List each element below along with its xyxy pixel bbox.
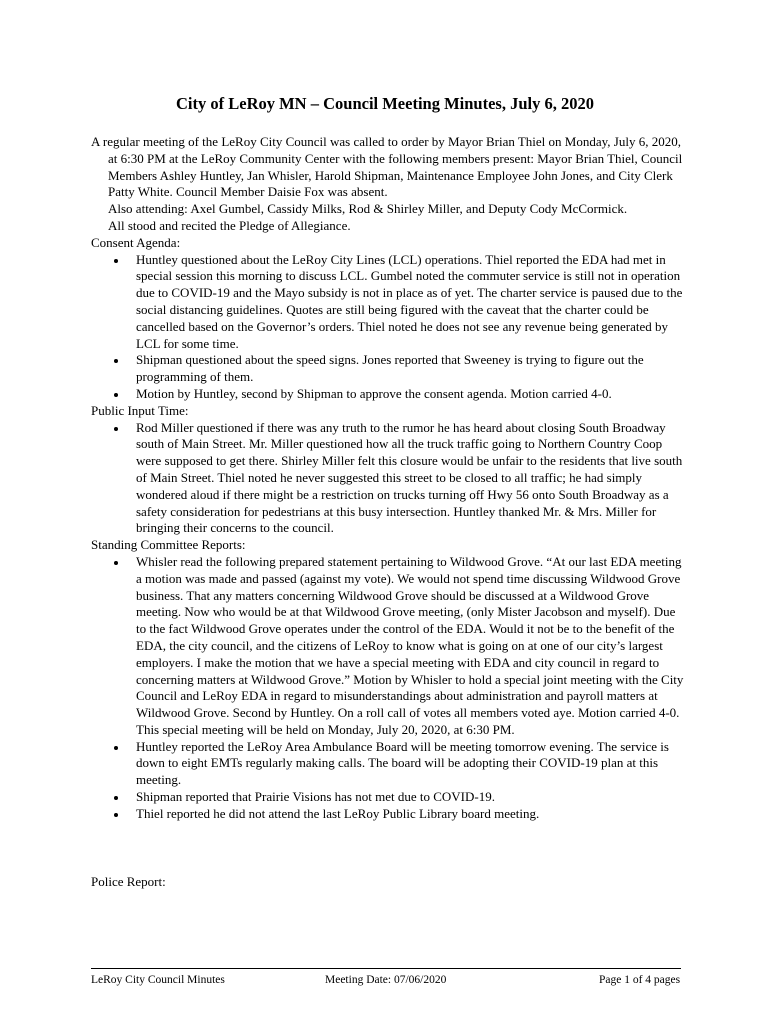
list-item bbox=[136, 420, 687, 538]
pledge-line: All stood and recited the Pledge of Allegiance. bbox=[108, 217, 351, 233]
list-item-text: Whisler read the following prepared statement pertaining to Wildwood Grove. “At our last EDA meeting a motion was made and passed (against my vote). We would not spend time discussing Wildwood Grove business. That any matters concerning Wildwood Grove should be discussed at a Wildwood Grove meeting. Now who would be at that Wildwood Grove meeting, (only Mister Jacobson and myself). Due to the fact Wildwood Grove operates under the control of the EDA. Would it not be to the benefit of the EDA, the city council, and the citizens of LeRoy to know what is going on at one of our city’s largest employers. I make the motion that we have a special meeting with EDA and city council in regard to concerning matters at Wildwood Grove.” Motion by Whisler to hold a special joint meeting with the City Council and LeRoy EDA in regard to misunderstandings about administration and payroll matters at Wildwood Grove. Second by Huntley. On a roll call of votes all members voted aye. Motion carried 4-0. This special meeting will be held on Monday, July 20, 2020, at 6:30 PM. bbox=[136, 553, 684, 737]
public-input-heading: Public Input Time: bbox=[91, 402, 189, 418]
list-item bbox=[136, 554, 687, 739]
footer-page-number: Page 1 of 4 pages bbox=[599, 974, 681, 986]
list-item bbox=[136, 252, 687, 353]
list-item-text: Huntley questioned about the LeRoy City Lines (LCL) operations. Thiel reported the EDA had met in special session this morning to discuss LCL. Gumbel noted the commuter service is still not in operation due to COVID-19 and the Mayo subsidy is not in place as of yet. The charter service is paused due to the social distancing guidelines. Quotes are still being figured with the caveat that the charter could be cancelled based on the Governor’s orders. Thiel noted he does not see any revenue being generated by LCL for some time. bbox=[136, 251, 683, 351]
list-item-text: Thiel reported he did not attend the last LeRoy Public Library board meeting. bbox=[136, 805, 540, 821]
bullet-icon bbox=[114, 427, 118, 431]
list-item bbox=[136, 789, 687, 806]
bullet-icon bbox=[114, 813, 118, 817]
list-item-text: Shipman reported that Prairie Visions has not met due to COVID-19. bbox=[136, 789, 495, 805]
list-item-text: Motion by Huntley, second by Shipman to approve the consent agenda. Motion carried 4-0. bbox=[136, 385, 612, 401]
bullet-icon bbox=[114, 393, 118, 397]
consent-agenda-heading: Consent Agenda: bbox=[91, 234, 181, 250]
list-item bbox=[136, 352, 687, 386]
intro-section bbox=[91, 134, 687, 235]
standing-committee-list bbox=[91, 554, 687, 823]
list-item bbox=[136, 386, 687, 403]
list-item bbox=[136, 806, 687, 823]
footer-divider bbox=[91, 968, 681, 969]
page-title: City of LeRoy MN – Council Meeting Minutes, July 6, 2020 bbox=[176, 94, 594, 113]
public-input-list bbox=[91, 420, 687, 538]
bullet-icon bbox=[114, 746, 118, 750]
bullet-icon bbox=[114, 359, 118, 363]
footer-meeting-date: Meeting Date: 07/06/2020 bbox=[325, 974, 447, 986]
footer-document-name: LeRoy City Council Minutes bbox=[91, 974, 225, 986]
section-spacer bbox=[91, 823, 687, 874]
standing-committee-heading: Standing Committee Reports: bbox=[91, 537, 246, 553]
list-item bbox=[136, 739, 687, 789]
bullet-icon bbox=[114, 561, 118, 565]
minutes-body bbox=[91, 134, 687, 890]
also-attending-line: Also attending: Axel Gumbel, Cassidy Milks, Rod & Shirley Miller, and Deputy Cody McCormick. bbox=[108, 201, 628, 217]
consent-agenda-list bbox=[91, 252, 687, 403]
bullet-icon bbox=[114, 796, 118, 800]
list-item-text: Shipman questioned about the speed signs. Jones reported that Sweeney is trying to figure out the programming of them. bbox=[136, 352, 644, 385]
list-item-text: Huntley reported the LeRoy Area Ambulance Board will be meeting tomorrow evening. The service is down to eight EMTs regularly making calls. The board will be adopting their COVID-19 plan at this meeting. bbox=[136, 738, 669, 788]
bullet-icon bbox=[114, 259, 118, 263]
call-to-order-paragraph: A regular meeting of the LeRoy City Council was called to order by Mayor Brian Thiel on Monday, July 6, 2020, at 6:30 PM at the LeRoy Community Center with the following members present: Mayor Brian Thiel, Council Members Ashley Huntley, Jan Whisler, Harold Shipman, Maintenance Employee John Jones, and City Clerk Patty White. Council Member Daisie Fox was absent. bbox=[91, 134, 683, 200]
list-item-text: Rod Miller questioned if there was any truth to the rumor he has heard about closing South Broadway south of Main Street. Mr. Miller questioned how all the truck traffic going to Northern Country Coop were supposed to get there. Shirley Miller felt this closure would be unfair to the residents that live south of Main Street. Thiel noted he never suggested this street to be closed to all traffic; he had simply wondered aloud if there might be a restriction on trucks turning off Hwy 56 onto South Broadway as a safety consideration for pedestrians at this busy intersection. Huntley thanked Mr. & Mrs. Miller for bringing their concerns to the council. bbox=[136, 419, 683, 536]
police-report-heading: Police Report: bbox=[91, 873, 166, 889]
